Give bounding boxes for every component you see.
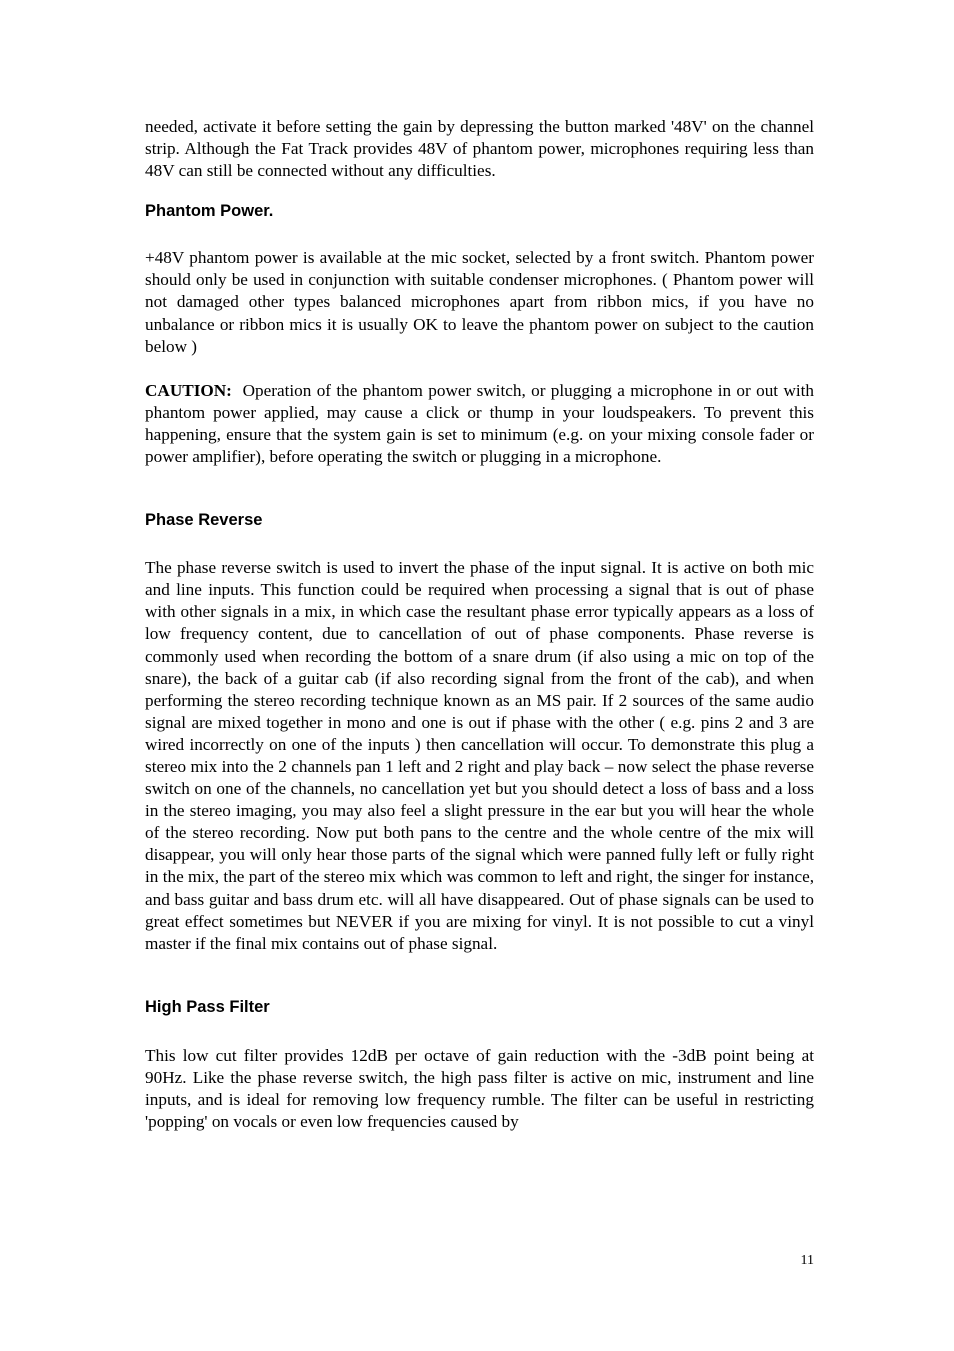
document-page	[145, 116, 819, 1133]
phantom-power-heading: Phantom Power.	[145, 202, 274, 221]
phase-reverse-heading: Phase Reverse	[145, 511, 263, 530]
page-number: 11	[800, 1253, 814, 1268]
caution-label: CAUTION:	[145, 380, 232, 400]
phase-reverse-paragraph: The phase reverse switch is used to invert the phase of the input signal. It is active on both mic and line inputs. This function could be required when processing a signal that is out of phase with other signals in a mix, in which case the resultant phase error typically appears as a loss of low frequency content, due to cancellation of out of phase components. Phase reverse is commonly used when recording the bottom of a snare drum (if also using a mic on top of the snare), the back of a guitar cab (if also recording signal from the front of the cab), and when performing the stereo recording technique known as an MS pair. If 2 sources of the same audio signal are mixed together in mono and one is out if phase with the other ( e.g. pins 2 and 3 are wired incorrectly on one of the inputs ) then cancellation will occur. To demonstrate this plug a stereo mix into the 2 channels pan 1 left and 2 right and play back – now select the phase reverse switch on one of the channels, no cancellation yet but you should detect a loss of bass and a loss in the stereo imaging, you may also feel a slight pressure in the ear but you will hear the whole of the stereo recording. Now put both pans to the centre and the whole centre of the mix will disappear, you will only hear those parts of the signal which were panned fully left or fully right in the mix, the part of the stereo mix which was common to left and right, the singer for instance, and bass guitar and bass drum etc. will all have disappeared. Out of phase signals can be used to great effect sometimes but NEVER if you are mixing for vinyl. It is not possible to cut a vinyl master if the final mix contains out of phase signal.	[145, 558, 814, 953]
high-pass-filter-paragraph: This low cut filter provides 12dB per octave of gain reduction with the -3dB point being at 90Hz. Like the phase reverse switch, the high pass filter is active on mic, instrument and line inputs, and is ideal for removing low frequency rumble. The filter can be useful in restricting 'popping' on vocals or even low frequencies caused by	[145, 1045, 814, 1132]
high-pass-filter-heading: High Pass Filter	[145, 997, 270, 1016]
caution-paragraph	[145, 380, 819, 468]
phantom-power-paragraph: +48V phantom power is available at the mic socket, selected by a front switch. Phantom power should only be used in conjunction with suitable condenser microphones. ( Phantom power will not damaged other types balanced microphones apart from ribbon mics, if you have no unbalance or ribbon mics it is usually OK to leave the phantom power on subject to the caution below )	[145, 248, 814, 356]
caution-text: Operation of the phantom power switch, or plugging a microphone in or out with phantom power applied, may cause a click or thump in your loudspeakers. To prevent this happening, ensure that the system gain is set to minimum (e.g. on your mixing console fader or power amplifier), before operating the switch or plugging in a microphone.	[145, 380, 819, 467]
intro-paragraph: needed, activate it before setting the gain by depressing the button marked '48V' on the channel strip. Although the Fat Track provides 48V of phantom power, microphones requiring less than 48V can still be connected without any difficulties.	[145, 117, 814, 181]
